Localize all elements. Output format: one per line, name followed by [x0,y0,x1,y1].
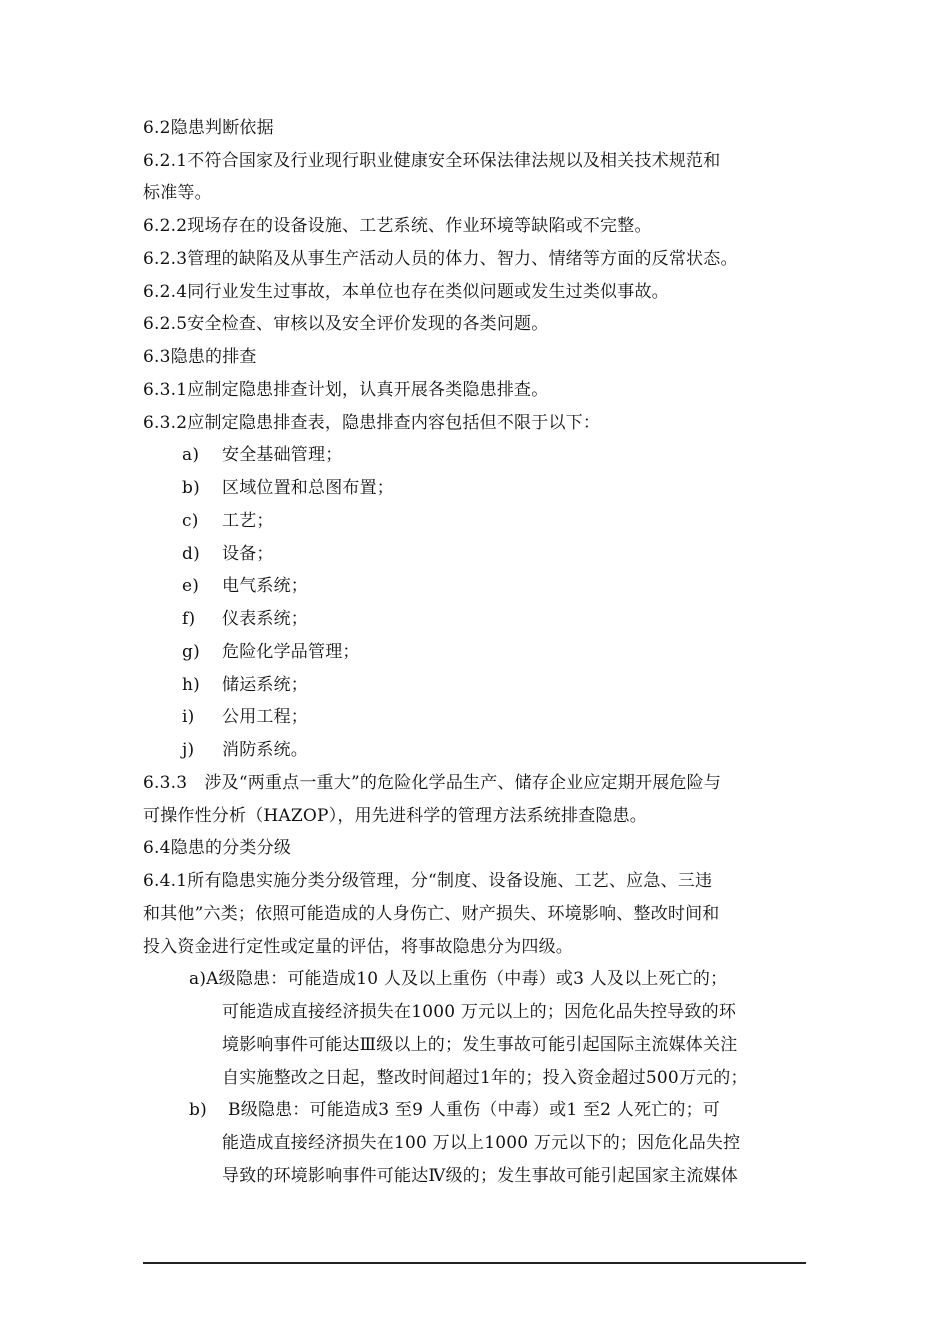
heading-6-4: 6.4隐患的分类分级 [143,838,292,858]
list-item-e: 电气系统； [222,576,308,596]
grade-a-line-2: 可能造成直接经济损失在1000 万元以上的；因危化品失控导致的环 [222,1002,737,1022]
paragraph-6-4-1-cont-2: 投入资金进行定性或定量的评估，将事故隐患分为四级。 [143,937,573,957]
list-item-f: 仪表系统； [222,609,308,629]
list-marker-e: e) [182,576,200,596]
grade-a-line-1: a)A级隐患：可能造成10 人及以上重伤（中毒）或3 人及以上死亡的； [189,969,728,989]
list-item-h: 储运系统； [222,675,308,695]
list-marker-b: b) [182,478,200,498]
heading-6-3: 6.3隐患的排查 [143,347,257,367]
list-marker-i: i) [182,707,195,727]
list-item-j: 消防系统。 [222,740,308,760]
footer-rule [143,1262,806,1264]
grade-a-line-3: 境影响事件可能达Ⅲ级以上的；发生事故可能引起国际主流媒体关注 [222,1035,738,1055]
list-marker-d: d) [182,544,200,564]
grade-b-marker: b) [189,1100,207,1120]
list-item-d: 设备； [222,544,274,564]
paragraph-6-2-1-cont: 标准等。 [143,183,212,203]
paragraph-6-2-4: 6.2.4同行业发生过事故，本单位也存在类似问题或发生过类似事故。 [143,282,669,302]
list-marker-c: c) [182,511,199,531]
paragraph-6-3-3-cont: 可操作性分析（HAZOP），用先进科学的管理方法系统排查隐患。 [143,806,647,826]
grade-b-line-2: 能造成直接经济损失在100 万以上1000 万元以下的；因危化品失控 [222,1133,741,1153]
list-item-c: 工艺； [222,511,274,531]
list-item-a: 安全基础管理； [222,445,343,465]
grade-a-line-4: 自实施整改之日起，整改时间超过1年的；投入资金超过500万元的； [222,1068,748,1088]
list-marker-h: h) [182,675,200,695]
paragraph-6-3-1: 6.3.1应制定隐患排查计划，认真开展各类隐患排查。 [143,380,549,400]
paragraph-6-2-2: 6.2.2现场存在的设备设施、工艺系统、作业环境等缺陷或不完整。 [143,216,652,236]
paragraph-6-4-1: 6.4.1所有隐患实施分类分级管理，分“制度、设备设施、工艺、应急、三违 [143,871,713,891]
paragraph-6-4-1-cont-1: 和其他”六类；依照可能造成的人身伤亡、财产损失、环境影响、整改时间和 [143,904,720,924]
list-item-g: 危险化学品管理； [222,642,360,662]
heading-6-2: 6.2隐患判断依据 [143,118,274,138]
paragraph-6-2-5: 6.2.5安全检查、审核以及安全评价发现的各类问题。 [143,314,549,334]
paragraph-6-3-2: 6.3.2应制定隐患排查表，隐患排查内容包括但不限于以下： [143,413,601,433]
paragraph-6-3-3: 6.3.3 涉及“两重点一重大”的危险化学品生产、储存企业应定期开展危险与 [143,773,722,793]
list-marker-j: j) [182,740,195,760]
paragraph-6-2-1: 6.2.1不符合国家及行业现行职业健康安全环保法律法规以及相关技术规范和 [143,151,721,171]
list-marker-a: a) [182,445,200,465]
grade-b-line-3: 导致的环境影响事件可能达Ⅳ级的；发生事故可能引起国家主流媒体 [222,1166,738,1186]
grade-b-line-1: B级隐患：可能造成3 至9 人重伤（中毒）或1 至2 人死亡的；可 [228,1100,720,1120]
paragraph-6-2-3: 6.2.3管理的缺陷及从事生产活动人员的体力、智力、情绪等方面的反常状态。 [143,249,738,269]
list-marker-g: g) [182,642,200,662]
list-marker-f: f) [182,609,196,629]
list-item-b: 区域位置和总图布置； [222,478,394,498]
list-item-i: 公用工程； [222,707,308,727]
